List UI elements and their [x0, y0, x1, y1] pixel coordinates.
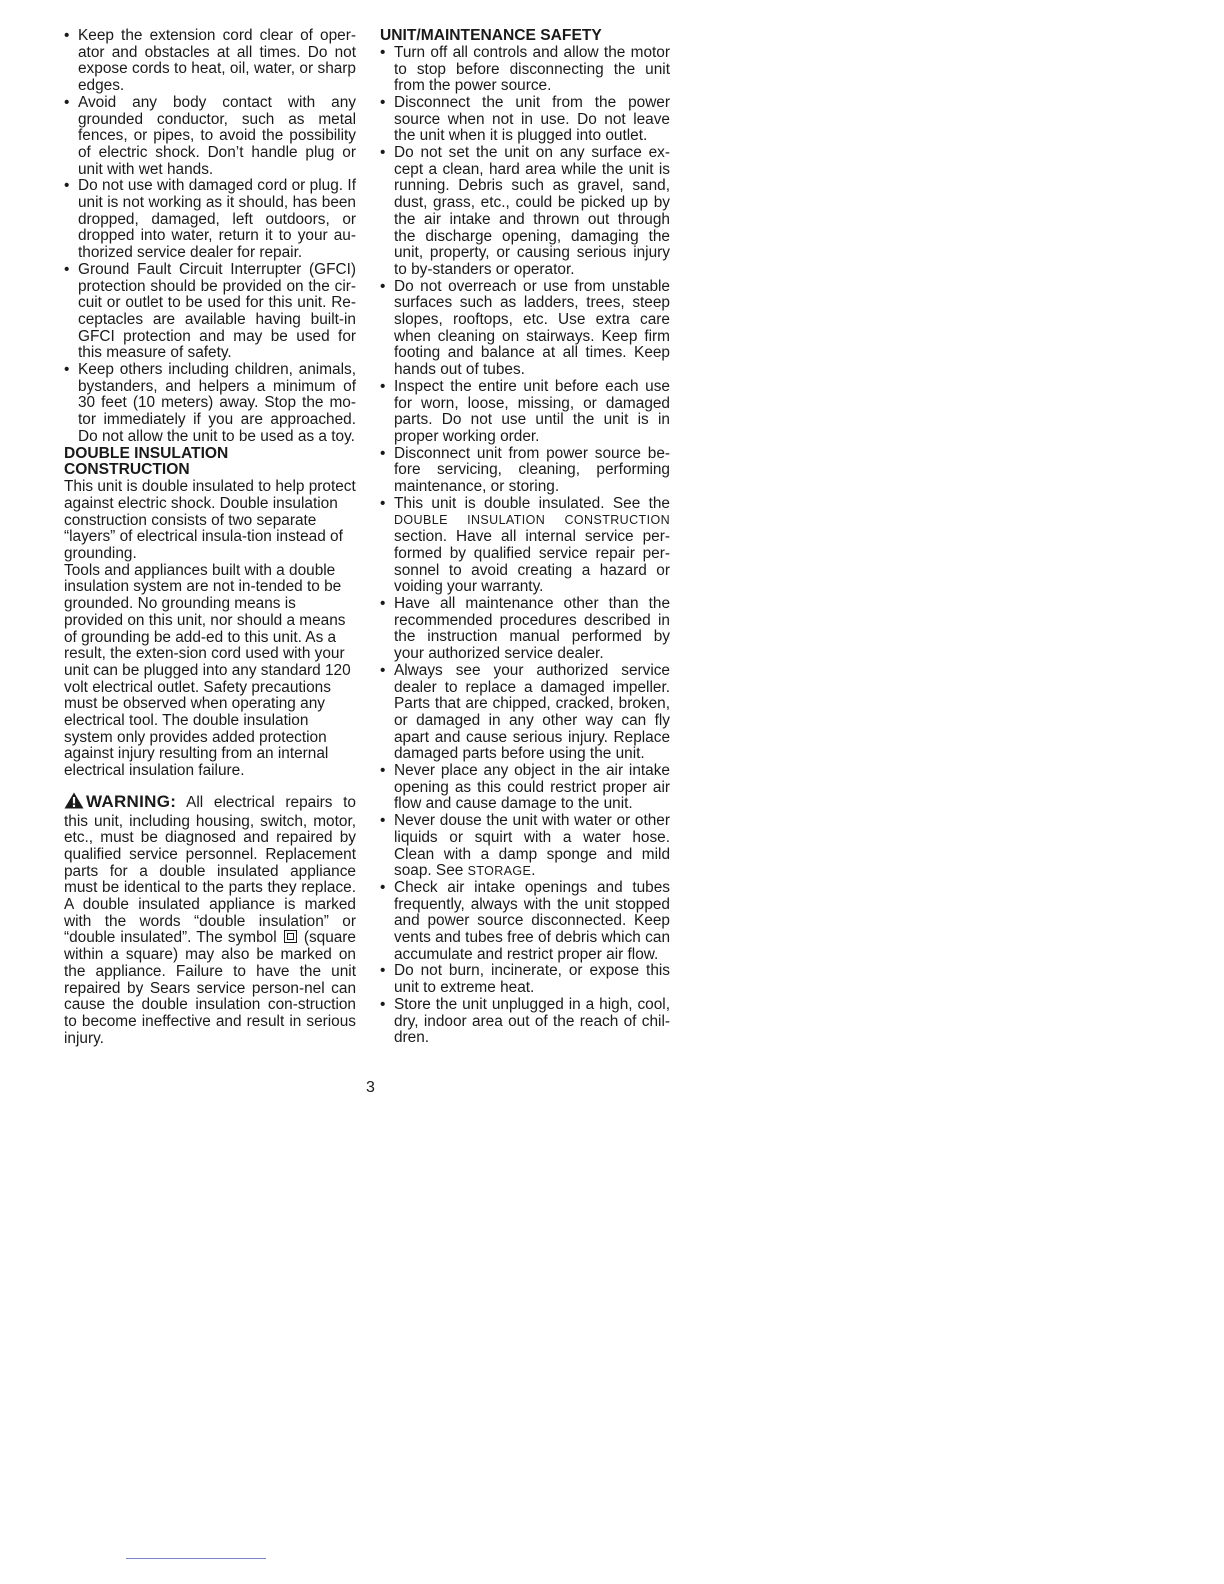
left-bullet-list — [64, 28, 356, 446]
warning-triangle-icon — [64, 792, 84, 814]
right-column — [380, 28, 670, 1047]
list-item: • Do not burn, incinerate, or expose this unit to extreme heat. — [380, 963, 670, 996]
list-item: • Keep others including children, animals, bystanders, and helpers a minimum of 30 feet (10 meters) away. Stop the mo-tor immediately if you are approached. Do not allow the unit to be used as a toy. — [64, 362, 356, 446]
list-item: • Disconnect the unit from the power source when not in use. Do not leave the unit when it is plugged into outlet. — [380, 95, 670, 145]
list-item: • Do not set the unit on any surface ex-cept a clean, hard area while the unit is running. Debris such as gravel, sand, dust, grass, etc., could be picked up by the air intake and thrown out through the discharge opening, damaging the unit, property, or causing serious injury to by-standers or operator. — [380, 145, 670, 279]
left-column — [64, 28, 356, 1047]
list-item — [380, 496, 670, 596]
douse-text-before: Never douse the unit with water or other liquids or squirt with a water hose. Clean with a damp sponge and mild soap. See — [394, 812, 670, 880]
douse-text-after: . — [531, 862, 536, 880]
heading-line-1: DOUBLE INSULATION — [64, 444, 229, 462]
list-item: • Store the unit unplugged in a high, cool, dry, indoor area out of the reach of chil-dren. — [380, 997, 670, 1047]
unit-maintenance-heading: UNIT/MAINTENANCE SAFETY — [380, 27, 602, 44]
list-item: • Turn off all controls and allow the motor to stop before disconnecting the unit from the power source. — [380, 45, 670, 95]
double-insulation-heading — [64, 446, 356, 480]
right-bullet-list — [380, 45, 670, 1047]
double-insulated-text-before: This unit is double insulated. See the — [394, 494, 670, 512]
list-item — [380, 813, 670, 880]
list-item: • Never place any object in the air intake opening as this could restrict proper air flow and cause damage to the unit. — [380, 763, 670, 813]
list-item: • Always see your authorized service dealer to replace a damaged impeller. Parts that are chipped, cracked, broken, or damaged in any other way can fly apart and cause serious injury. Replace damaged parts before using the unit. — [380, 663, 670, 763]
list-item: • Avoid any body contact with any grounded conductor, such as metal fences, or pipes, to avoid the possibility of electric shock. Don’t handle plug or unit with wet hands. — [64, 95, 356, 179]
list-item: • Inspect the entire unit before each use for worn, loose, missing, or damaged parts. Do not use until the unit is in proper working order. — [380, 379, 670, 446]
warning-block — [64, 792, 356, 1048]
heading-line-2: CONSTRUCTION — [64, 461, 190, 479]
list-item: • Do not use with damaged cord or plug. If unit is not working as it should, has been dropped, damaged, left outdoors, or dropped into water, return it to your au-thorized service dealer for repair. — [64, 178, 356, 262]
double-insulation-paragraph-2: Tools and appliances built with a double insulation system are not in-tended to be grounded. No grounding means is provided on this unit, nor should a means of grounding be add-ed to this unit. As a result, the exten-sion cord used with your unit can be plugged into any standard 120 volt electrical outlet. Safety precautions must be observed when operating any electrical tool. The double insulation system only provides added protection against injury resulting from an internal electrical insulation failure. — [64, 561, 351, 780]
list-item: • Disconnect unit from power source be-fore servicing, cleaning, performing maintenance, or storing. — [380, 446, 670, 496]
list-item: • Check air intake openings and tubes frequently, always with the unit stopped and power source disconnected. Keep vents and tubes free of debris which can accumulate and restrict proper air flow. — [380, 880, 670, 964]
page-number: 3 — [366, 1079, 375, 1096]
square-within-square-icon — [284, 930, 297, 943]
footer-rule — [126, 1558, 266, 1559]
list-item: • Have all maintenance other than the recommended procedures described in the instruction manual performed by your authorized service dealer. — [380, 596, 670, 663]
warning-text-before-symbol: All electrical repairs to this unit, including housing, switch, motor, etc., must be diagnosed and repaired by qualified service personnel. Replacement parts for a double insulated appliance must be identical to the parts they replace. A double insulated appliance is marked with the words “double insulation” or “double insulated”. The symbol — [64, 793, 356, 947]
list-item: • Do not overreach or use from unstable surfaces such as ladders, trees, steep slopes, rooftops, etc. Use extra care when cleaning on stairways. Keep firm footing and balance at all times. Keep hands out of tubes. — [380, 279, 670, 379]
double-insulation-reference: DOUBLE INSULATION CONSTRUCTION — [394, 513, 670, 528]
double-insulated-text-after: section. Have all internal service per-formed by qualified service repair per-sonnel to avoid creating a hazard or voiding your warranty. — [394, 528, 670, 596]
warning-label: WARNING: — [86, 791, 177, 811]
double-insulation-paragraph-1: This unit is double insulated to help protect against electric shock. Double insulation construction consists of two separate “layers” of electrical insula-tion instead of grounding. — [64, 478, 356, 562]
list-item: • Ground Fault Circuit Interrupter (GFCI) protection should be provided on the cir-cuit or outlet to be used for this unit. Re-ceptacles are available having built-in GFCI protection and may be used for this measure of safety. — [64, 262, 356, 362]
storage-reference: STORAGE — [467, 864, 532, 879]
warning-text-after-symbol: (square within a square) may also be marked on the appliance. Failure to have the unit repaired by Sears service person-nel can cause the double insulation con-struction to become ineffective and result in serious injury. — [64, 929, 356, 1047]
list-item: • Keep the extension cord clear of oper-ator and obstacles at all times. Do not expose cords to heat, oil, water, or sharp edges. — [64, 28, 356, 95]
